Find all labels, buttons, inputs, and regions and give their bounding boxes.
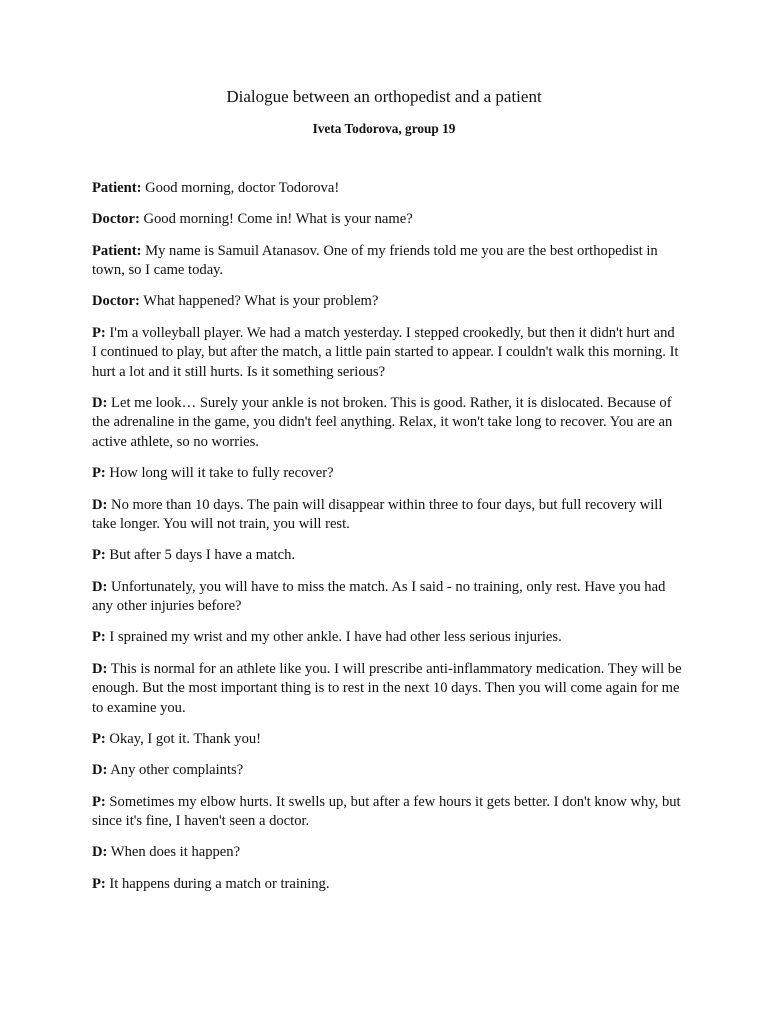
dialogue-line	[92, 843, 682, 863]
speaker-label: Patient:	[92, 180, 142, 196]
line-text: Sometimes my elbow hurts. It swells up, but after a few hours it gets better. I don't know why, but since it's fine, I haven't seen a doctor.	[92, 793, 681, 830]
line-text: It happens during a match or training.	[105, 875, 330, 892]
dialogue-line	[92, 210, 682, 230]
dialogue-line	[92, 660, 682, 719]
dialogue-line	[92, 292, 682, 312]
line-text: I'm a volleyball player. We had a match yesterday. I stepped crookedly, but then it didn't hurt and I continued to play, but after the match, a little pain started to appear. I couldn't walk this morning. It hurt a lot and it still hurts. Is it something serious?	[92, 324, 679, 380]
dialogue-line	[92, 730, 682, 750]
speaker-label: P:	[92, 324, 106, 341]
speaker-label: Patient:	[92, 242, 142, 259]
dialogue-line	[92, 546, 682, 566]
dialogue-line	[92, 496, 682, 535]
speaker-label: P:	[92, 731, 106, 748]
speaker-label: D:	[92, 762, 108, 779]
line-text: When does it happen?	[107, 844, 241, 861]
dialogue-line	[92, 761, 682, 781]
speaker-label: D:	[92, 496, 108, 513]
line-text: My name is Samuil Atanasov. One of my friends told me you are the best orthopedist in town, so I came today.	[92, 242, 658, 279]
document-author: Iveta Todorova, group 19	[312, 121, 456, 136]
line-text: What happened? What is your problem?	[139, 293, 379, 310]
line-text: Okay, I got it. Thank you!	[105, 731, 262, 748]
dialogue-line	[92, 464, 682, 484]
dialogue-line	[92, 628, 682, 648]
speaker-label: P:	[92, 465, 106, 482]
speaker-label: D:	[92, 660, 108, 677]
speaker-label: Doctor:	[92, 211, 140, 228]
line-text: This is normal for an athlete like you. I will prescribe anti-inflammatory medication. They will be enough. But the most important thing is to rest in the next 10 days. Then you will come again for me to examine you.	[92, 660, 682, 716]
dialogue-line	[92, 242, 682, 281]
speaker-label: P:	[92, 629, 106, 646]
speaker-label: D:	[92, 394, 108, 411]
dialogue-line	[92, 875, 682, 895]
line-text: Good morning! Come in! What is your name?	[139, 211, 413, 228]
dialogue-body	[92, 179, 682, 906]
document-title: Dialogue between an orthopedist and a patient	[226, 87, 542, 106]
speaker-label: D:	[92, 844, 108, 861]
line-text: Let me look… Surely your ankle is not broken. This is good. Rather, it is dislocated. Because of the adrenaline in the game, you didn't feel anything. Relax, it won't take long to recover. You are an active athlete, so no worries.	[92, 394, 673, 450]
speaker-label: Doctor:	[92, 293, 140, 310]
line-text: How long will it take to fully recover?	[105, 465, 334, 482]
dialogue-line	[92, 394, 682, 453]
speaker-label: P:	[92, 793, 106, 810]
dialogue-line	[92, 578, 682, 617]
dialogue-line	[92, 324, 682, 383]
line-text: But after 5 days I have a match.	[105, 547, 296, 564]
speaker-label: P:	[92, 875, 106, 892]
dialogue-line	[92, 793, 682, 832]
line-text: Any other complaints?	[107, 762, 244, 779]
dialogue-line	[92, 179, 682, 199]
speaker-label: D:	[92, 578, 108, 595]
line-text: Good morning, doctor Todorova!	[141, 180, 340, 196]
line-text: Unfortunately, you will have to miss the match. As I said - no training, only rest. Have you had any other injuries before?	[92, 578, 666, 615]
line-text: I sprained my wrist and my other ankle. I have had other less serious injuries.	[105, 629, 562, 646]
line-text: No more than 10 days. The pain will disappear within three to four days, but full recovery will take longer. You will not train, you will rest.	[92, 496, 663, 533]
speaker-label: P:	[92, 547, 106, 564]
